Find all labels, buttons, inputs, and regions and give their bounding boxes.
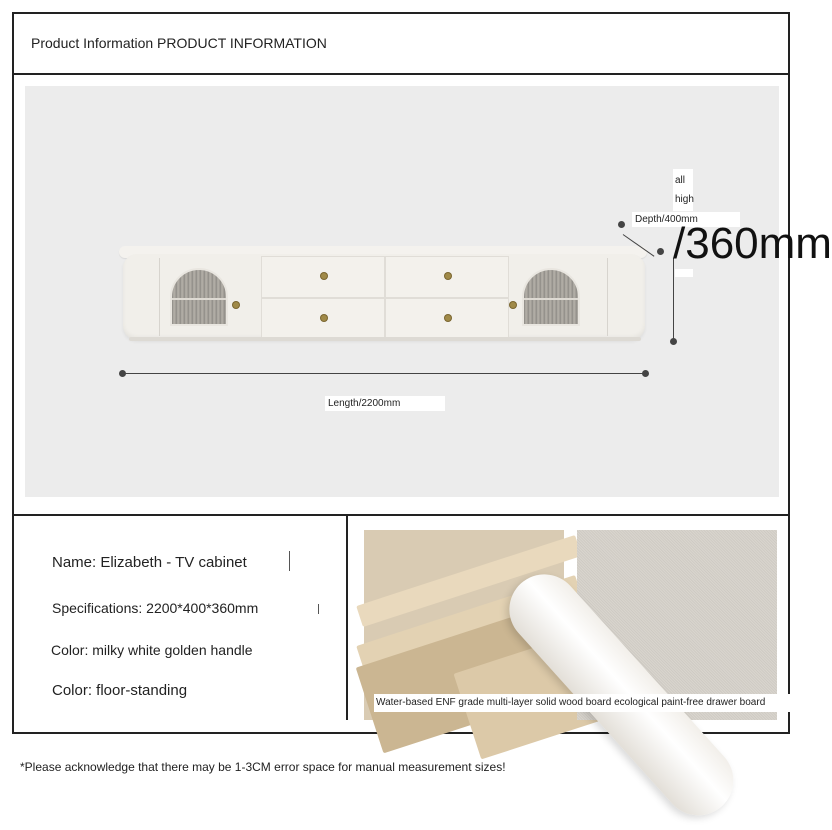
height-label-tail xyxy=(675,269,693,277)
header-bar xyxy=(14,14,788,75)
stray-mark xyxy=(318,604,319,614)
glass-shelf xyxy=(524,298,578,300)
arched-glass xyxy=(170,268,228,326)
cabinet-seam xyxy=(607,258,608,336)
spec-color: Color: milky white golden handle xyxy=(51,642,253,658)
fabric-texture-photo xyxy=(577,530,777,720)
golden-handle xyxy=(510,302,516,308)
golden-handle xyxy=(321,315,327,321)
section-divider xyxy=(14,514,788,516)
drawer xyxy=(385,256,509,298)
column-divider xyxy=(346,514,348,720)
stray-mark xyxy=(289,551,290,571)
golden-handle xyxy=(321,273,327,279)
dimension-dot xyxy=(657,248,664,255)
drawer xyxy=(385,298,509,340)
height-line xyxy=(673,258,674,340)
cabinet-base xyxy=(129,337,641,341)
golden-handle xyxy=(445,273,451,279)
cabinet-seam xyxy=(159,258,160,336)
dimension-dot xyxy=(618,221,625,228)
length-line xyxy=(123,373,645,374)
left-glass-door xyxy=(163,262,233,334)
spec-name: Name: Elizabeth - TV cabinet xyxy=(52,554,247,571)
dimension-dot xyxy=(642,370,649,377)
material-caption: Water-based ENF grade multi-layer solid wood board ecological paint-free drawer board xyxy=(374,694,802,712)
right-glass-door xyxy=(515,262,585,334)
drawer xyxy=(261,256,385,298)
arched-glass xyxy=(522,268,580,326)
depth-label: Depth/400mm xyxy=(632,212,740,227)
height-value: /360mm xyxy=(673,219,832,268)
tv-cabinet xyxy=(123,254,645,340)
golden-handle xyxy=(233,302,239,308)
height-label-high: high xyxy=(675,194,694,205)
length-label: Length/2200mm xyxy=(325,396,445,411)
page-title: Product Information PRODUCT INFORMATION xyxy=(31,35,327,51)
product-info-frame xyxy=(12,12,832,734)
golden-handle xyxy=(445,315,451,321)
glass-shelf xyxy=(172,298,226,300)
spec-style: Color: floor-standing xyxy=(52,682,188,699)
height-label-box xyxy=(673,169,693,211)
drawer xyxy=(261,298,385,340)
measurement-note: *Please acknowledge that there may be 1-3CM error space for manual measurement sizes! xyxy=(20,760,506,774)
spec-dimensions: Specifications: 2200*400*360mm xyxy=(52,600,259,616)
product-photo xyxy=(25,86,779,497)
height-label-all: all xyxy=(675,175,686,186)
dimension-dot xyxy=(670,338,677,345)
